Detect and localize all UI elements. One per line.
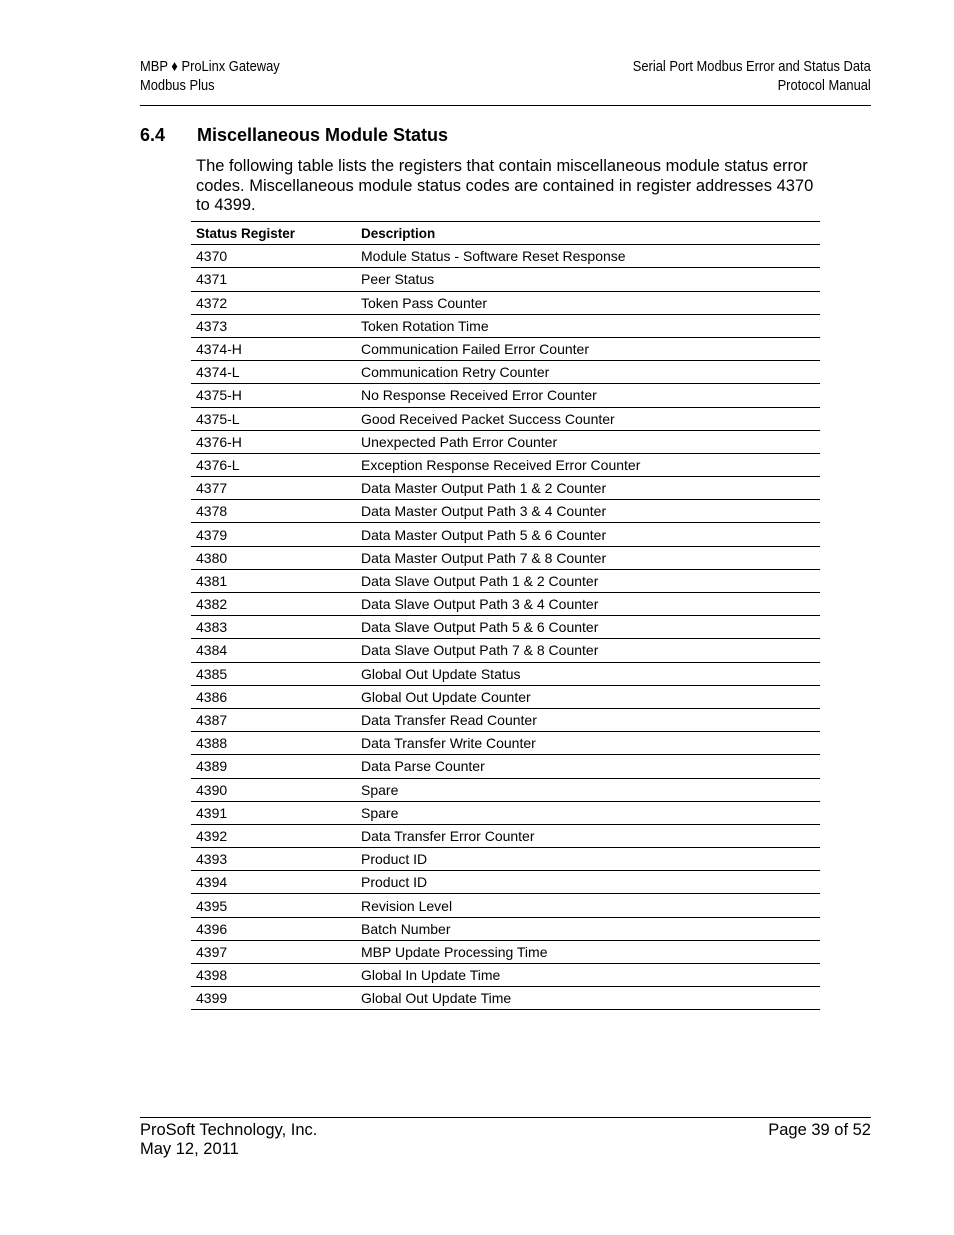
register-address-cell: 4386 — [191, 685, 356, 708]
register-description-cell: Spare — [356, 778, 820, 801]
header-product-subtitle: Modbus Plus — [140, 77, 215, 94]
register-description-cell: Data Parse Counter — [356, 755, 820, 778]
register-address-cell: 4382 — [191, 593, 356, 616]
table-row — [191, 593, 820, 616]
page-footer — [140, 1117, 871, 1159]
register-description-cell: Global Out Update Time — [356, 987, 820, 1010]
header-product-name: MBP ♦ ProLinx Gateway — [140, 58, 280, 75]
table-row — [191, 848, 820, 871]
header-right — [633, 57, 871, 95]
table-row — [191, 639, 820, 662]
header-manual-title: Protocol Manual — [777, 77, 871, 94]
table-row — [191, 616, 820, 639]
table-body — [191, 245, 820, 1010]
register-description-cell: Communication Retry Counter — [356, 361, 820, 384]
footer-page-number: Page 39 of 52 — [768, 1121, 871, 1139]
register-address-cell: 4385 — [191, 662, 356, 685]
table-row — [191, 708, 820, 731]
table-row — [191, 384, 820, 407]
register-description-cell: Global Out Update Status — [356, 662, 820, 685]
table-row — [191, 801, 820, 824]
footer-company: ProSoft Technology, Inc. — [140, 1121, 318, 1139]
register-description-cell: Token Rotation Time — [356, 314, 820, 337]
section-heading — [140, 125, 448, 146]
table-row — [191, 685, 820, 708]
register-address-cell: 4391 — [191, 801, 356, 824]
register-address-cell: 4394 — [191, 871, 356, 894]
register-description-cell: Data Master Output Path 5 & 6 Counter — [356, 523, 820, 546]
table-header-row — [191, 222, 820, 245]
register-description-cell: Good Received Packet Success Counter — [356, 407, 820, 430]
table-row — [191, 917, 820, 940]
table-row — [191, 291, 820, 314]
register-address-cell: 4379 — [191, 523, 356, 546]
table-row — [191, 894, 820, 917]
register-description-cell: Data Slave Output Path 1 & 2 Counter — [356, 569, 820, 592]
register-description-cell: Data Master Output Path 1 & 2 Counter — [356, 477, 820, 500]
register-address-cell: 4390 — [191, 778, 356, 801]
header-chapter-title: Serial Port Modbus Error and Status Data — [632, 58, 871, 75]
table-row — [191, 337, 820, 360]
register-address-cell: 4395 — [191, 894, 356, 917]
table-row — [191, 407, 820, 430]
register-description-cell: No Response Received Error Counter — [356, 384, 820, 407]
register-address-cell: 4376-L — [191, 453, 356, 476]
table-row — [191, 755, 820, 778]
register-description-cell: Communication Failed Error Counter — [356, 337, 820, 360]
table-row — [191, 314, 820, 337]
section-number: 6.4 — [140, 125, 166, 145]
status-register-table — [191, 221, 820, 1010]
register-address-cell: 4381 — [191, 569, 356, 592]
register-address-cell: 4392 — [191, 824, 356, 847]
register-description-cell: Unexpected Path Error Counter — [356, 430, 820, 453]
register-address-cell: 4399 — [191, 987, 356, 1010]
table-row — [191, 477, 820, 500]
register-description-cell: Global In Update Time — [356, 964, 820, 987]
table-row — [191, 245, 820, 268]
register-description-cell: Module Status - Software Reset Response — [356, 245, 820, 268]
page-header — [140, 57, 871, 106]
register-description-cell: Exception Response Received Error Counter — [356, 453, 820, 476]
table-row — [191, 546, 820, 569]
register-address-cell: 4389 — [191, 755, 356, 778]
table-row — [191, 569, 820, 592]
table-row — [191, 871, 820, 894]
register-description-cell: Product ID — [356, 871, 820, 894]
register-address-cell: 4371 — [191, 268, 356, 291]
register-description-cell: Batch Number — [356, 917, 820, 940]
register-address-cell: 4380 — [191, 546, 356, 569]
footer-date: May 12, 2011 — [140, 1140, 239, 1158]
register-address-cell: 4383 — [191, 616, 356, 639]
register-description-cell: Data Master Output Path 7 & 8 Counter — [356, 546, 820, 569]
register-address-cell: 4372 — [191, 291, 356, 314]
register-description-cell: Data Slave Output Path 3 & 4 Counter — [356, 593, 820, 616]
table-row — [191, 732, 820, 755]
register-address-cell: 4374-H — [191, 337, 356, 360]
register-address-cell: 4397 — [191, 940, 356, 963]
register-description-cell: Product ID — [356, 848, 820, 871]
table-row — [191, 500, 820, 523]
register-description-cell: Data Slave Output Path 5 & 6 Counter — [356, 616, 820, 639]
register-description-cell: Token Pass Counter — [356, 291, 820, 314]
register-address-cell: 4396 — [191, 917, 356, 940]
register-description-cell: Data Slave Output Path 7 & 8 Counter — [356, 639, 820, 662]
intro-paragraph: The following table lists the registers that contain miscellaneous module status error codes. Miscellaneous module status codes are contained in register addresses 4370 to 4399. — [196, 157, 814, 214]
table-row — [191, 987, 820, 1010]
register-address-cell: 4377 — [191, 477, 356, 500]
register-address-cell: 4393 — [191, 848, 356, 871]
register-address-cell: 4374-L — [191, 361, 356, 384]
column-header-description: Description — [356, 222, 820, 245]
table-row — [191, 940, 820, 963]
register-description-cell: Revision Level — [356, 894, 820, 917]
register-address-cell: 4398 — [191, 964, 356, 987]
table-row — [191, 453, 820, 476]
register-description-cell: Global Out Update Counter — [356, 685, 820, 708]
footer-left — [140, 1121, 317, 1159]
table-row — [191, 268, 820, 291]
register-address-cell: 4384 — [191, 639, 356, 662]
register-description-cell: Data Transfer Error Counter — [356, 824, 820, 847]
table-row — [191, 662, 820, 685]
register-address-cell: 4378 — [191, 500, 356, 523]
register-address-cell: 4388 — [191, 732, 356, 755]
register-address-cell: 4376-H — [191, 430, 356, 453]
register-address-cell: 4375-H — [191, 384, 356, 407]
register-address-cell: 4373 — [191, 314, 356, 337]
register-description-cell: Data Transfer Write Counter — [356, 732, 820, 755]
register-description-cell: Data Master Output Path 3 & 4 Counter — [356, 500, 820, 523]
register-description-cell: MBP Update Processing Time — [356, 940, 820, 963]
table-row — [191, 430, 820, 453]
register-description-cell: Spare — [356, 801, 820, 824]
register-address-cell: 4375-L — [191, 407, 356, 430]
header-left — [140, 57, 280, 95]
register-description-cell: Data Transfer Read Counter — [356, 708, 820, 731]
table-row — [191, 361, 820, 384]
register-description-cell: Peer Status — [356, 268, 820, 291]
register-address-cell: 4387 — [191, 708, 356, 731]
table-row — [191, 778, 820, 801]
register-address-cell: 4370 — [191, 245, 356, 268]
table-row — [191, 523, 820, 546]
column-header-status-register: Status Register — [191, 222, 356, 245]
section-title: Miscellaneous Module Status — [197, 125, 449, 145]
table-row — [191, 964, 820, 987]
table-row — [191, 824, 820, 847]
